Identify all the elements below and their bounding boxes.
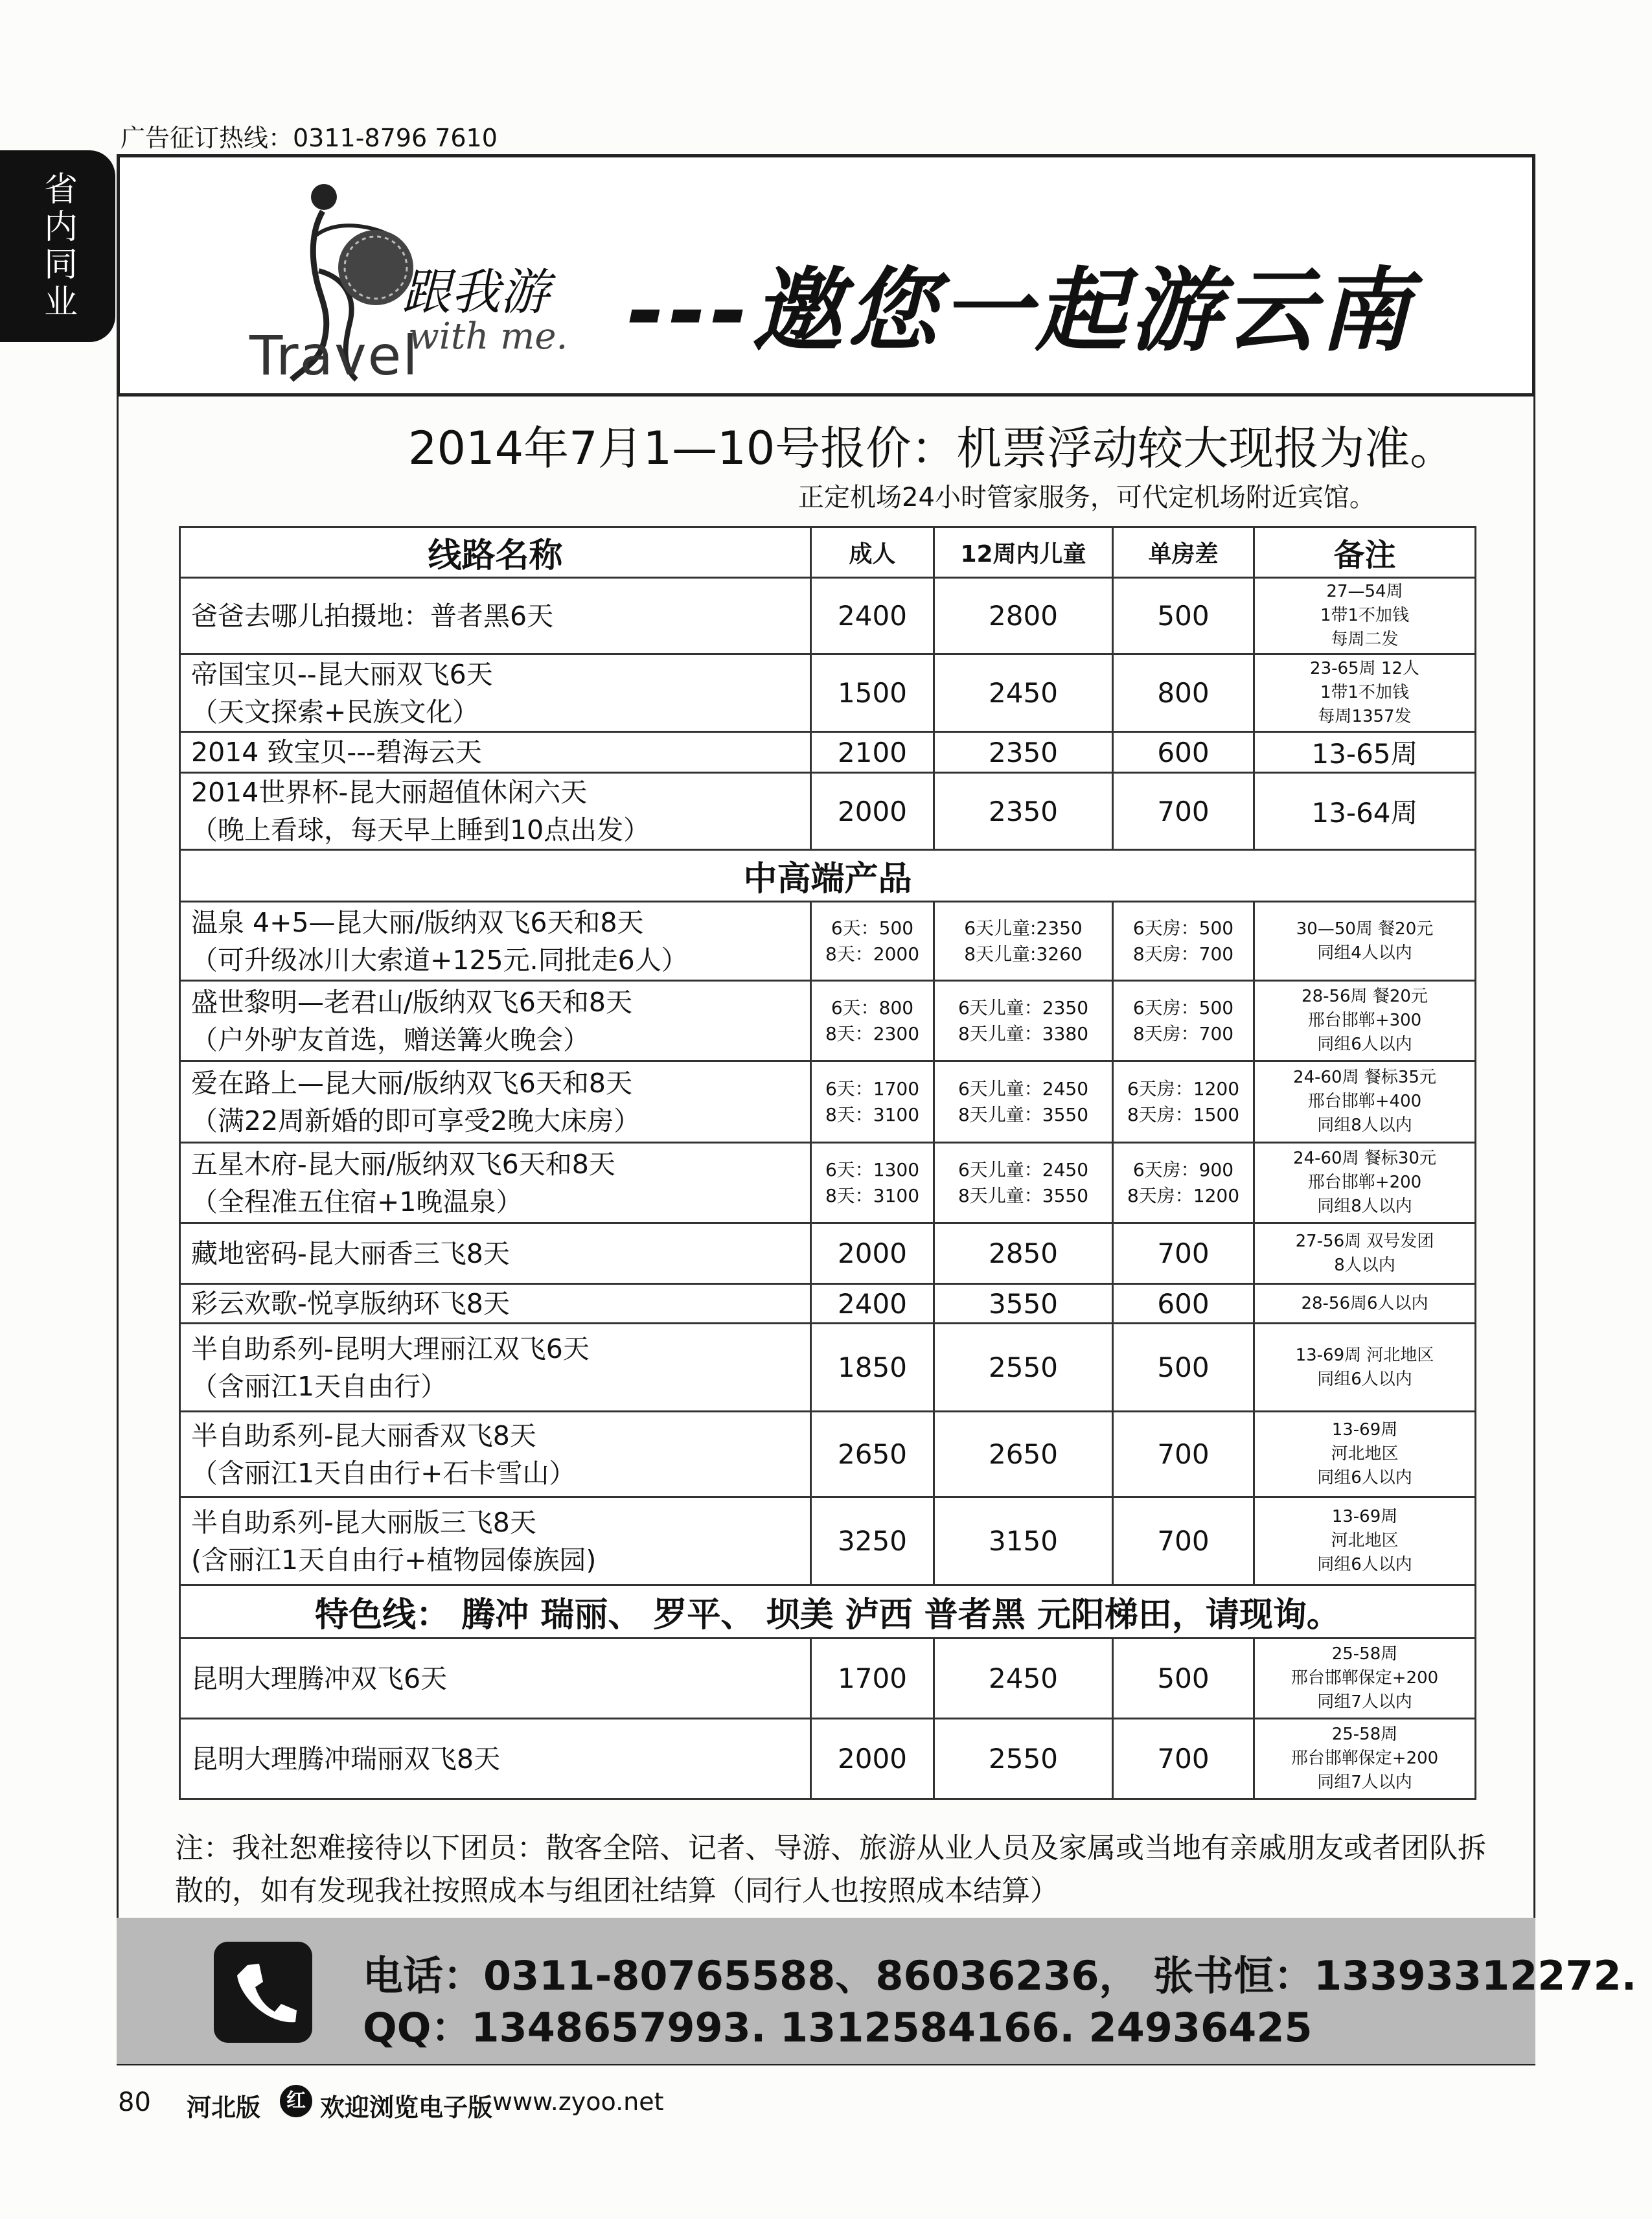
table-row bbox=[180, 1284, 1476, 1324]
cell-line: 爱在路上—昆大丽/版纳双飞6天和8天 bbox=[191, 1067, 632, 1099]
cell-line: 6天：500 bbox=[831, 917, 914, 939]
cell-line: 8天：3100 bbox=[825, 1184, 920, 1206]
adult-price-cell: 2400 bbox=[811, 1284, 934, 1324]
cell-line: 8天儿童:3260 bbox=[964, 943, 1083, 965]
contact-qq: QQ：1348657993. 1312584166. 24936425 bbox=[363, 2004, 1313, 2051]
section-mid-title: 中高端产品 bbox=[180, 850, 1476, 902]
cell-line: （天文探索+民族文化） bbox=[191, 696, 479, 728]
service-line: 正定机场24小时管家服务，可代定机场附近宾馆。 bbox=[798, 483, 1375, 512]
table-row bbox=[180, 654, 1476, 732]
single-room-cell: 700 bbox=[1113, 773, 1254, 850]
remark-cell bbox=[1254, 1719, 1476, 1799]
adult-price-cell bbox=[811, 1143, 934, 1223]
single-room-cell: 600 bbox=[1113, 732, 1254, 773]
cell-line: 藏地密码-昆大丽香三飞8天 bbox=[191, 1237, 510, 1269]
header-child: 12周内儿童 bbox=[934, 527, 1113, 578]
child-price-cell: 2450 bbox=[934, 1638, 1113, 1719]
header-single: 单房差 bbox=[1113, 527, 1254, 578]
cell-line: 1带1不加钱 bbox=[1320, 683, 1410, 702]
adult-price-cell bbox=[811, 981, 934, 1061]
cell-line: 8天儿童：3550 bbox=[958, 1103, 1089, 1125]
route-name-cell bbox=[180, 654, 811, 732]
contact-phone: 电话：0311-80765588、86036236， 张书恒：13393312272. bbox=[363, 1952, 1637, 1999]
special-lines-title: 特色线： 腾冲 瑞丽、 罗平、 坝美 泸西 普者黑 元阳梯田，请现询。 bbox=[180, 1585, 1476, 1638]
child-price-cell bbox=[934, 1143, 1113, 1223]
child-price-cell: 2350 bbox=[934, 732, 1113, 773]
cell-line: 6天：1700 bbox=[825, 1077, 920, 1099]
phone-icon bbox=[214, 1942, 312, 2043]
cell-line: 五星木府-昆大丽/版纳双飞6天和8天 bbox=[191, 1148, 615, 1180]
table-row bbox=[180, 578, 1476, 654]
route-name-cell bbox=[180, 1061, 811, 1143]
cell-line: 同组6人以内 bbox=[1317, 1468, 1412, 1488]
single-room-cell bbox=[1113, 1061, 1254, 1143]
cell-line: 24-60周 餐标30元 bbox=[1293, 1149, 1436, 1168]
cell-line: 爸爸去哪儿拍摄地：普者黑6天 bbox=[191, 600, 554, 632]
cell-line: （户外驴友首选，赠送篝火晚会） bbox=[191, 1024, 590, 1055]
cell-line: 6天房：500 bbox=[1132, 917, 1234, 939]
cell-line: （可升级冰川大索道+125元.同批走6人） bbox=[191, 944, 688, 976]
route-name-cell bbox=[180, 1638, 811, 1719]
cell-line: 13-69周 河北地区 bbox=[1295, 1345, 1434, 1365]
cell-line: 13-64周 bbox=[1311, 797, 1418, 829]
route-name-cell bbox=[180, 1324, 811, 1412]
cell-line: 8天儿童：3380 bbox=[958, 1022, 1089, 1044]
table-row bbox=[180, 1223, 1476, 1284]
remark-cell bbox=[1254, 1143, 1476, 1223]
child-price-cell bbox=[934, 981, 1113, 1061]
cell-line: 27-56周 双号发团 bbox=[1295, 1231, 1434, 1251]
header-adult: 成人 bbox=[811, 527, 934, 578]
remark-cell bbox=[1254, 1324, 1476, 1412]
section-row bbox=[180, 1585, 1476, 1638]
brand-badge-icon: 红 bbox=[280, 2085, 312, 2117]
cell-line: 昆明大理腾冲双飞6天 bbox=[191, 1662, 448, 1694]
cell-line: 每周二发 bbox=[1331, 630, 1399, 649]
single-room-cell: 800 bbox=[1113, 654, 1254, 732]
page-number: 80 bbox=[118, 2087, 151, 2117]
adult-price-cell: 1850 bbox=[811, 1324, 934, 1412]
cell-line: 27—54周 bbox=[1326, 582, 1403, 601]
notice-text: 注：我社恕难接待以下团员：散客全陪、记者、导游、旅游从业人员及家属或当地有亲戚朋友或者团队拆散的，如有发现我社按照成本与组团社结算（同行人也按照成本结算） bbox=[175, 1832, 1486, 1907]
remark-cell bbox=[1254, 654, 1476, 732]
cell-line: 同组7人以内 bbox=[1317, 1692, 1412, 1712]
remark-cell bbox=[1254, 1497, 1476, 1585]
adult-price-cell: 2000 bbox=[811, 1223, 934, 1284]
table-row bbox=[180, 1143, 1476, 1223]
cell-line: 2014世界杯-昆大丽超值休闲六天 bbox=[191, 777, 588, 808]
adult-price-cell: 2100 bbox=[811, 732, 934, 773]
cell-line: 30—50周 餐20元 bbox=[1296, 919, 1434, 939]
section-tab bbox=[0, 150, 115, 342]
route-name-cell bbox=[180, 773, 811, 850]
cell-line: 6天儿童：2450 bbox=[958, 1077, 1089, 1099]
logo-with-me-text: with me. bbox=[408, 316, 568, 358]
cell-line: 13-65周 bbox=[1311, 738, 1418, 770]
logo-chinese-text: 跟我游 bbox=[402, 263, 549, 321]
logo-travel-text: Travel bbox=[249, 324, 419, 387]
cell-line: 6天儿童：2350 bbox=[958, 996, 1089, 1018]
table-row bbox=[180, 1412, 1476, 1497]
quote-headline: 2014年7月1—10号报价：机票浮动较大现报为准。 bbox=[408, 422, 1456, 475]
cell-line: 6天房：900 bbox=[1132, 1158, 1234, 1180]
remark-cell bbox=[1254, 1223, 1476, 1284]
child-price-cell: 2800 bbox=[934, 578, 1113, 654]
table-row bbox=[180, 1638, 1476, 1719]
ad-hotline: 广告征订热线：0311-8796 7610 bbox=[120, 124, 498, 152]
table-row bbox=[180, 1324, 1476, 1412]
cell-line: 邢台邯郸+200 bbox=[1307, 1173, 1422, 1192]
route-name-cell bbox=[180, 1719, 811, 1799]
child-price-cell: 3550 bbox=[934, 1284, 1113, 1324]
cell-line: 8天房：1500 bbox=[1127, 1103, 1240, 1125]
child-price-cell bbox=[934, 1061, 1113, 1143]
header-route-name: 线路名称 bbox=[180, 527, 811, 578]
slogan: ---邀您一起游云南 bbox=[627, 259, 1414, 364]
route-name-cell bbox=[180, 1143, 811, 1223]
child-price-cell: 2350 bbox=[934, 773, 1113, 850]
cell-line: 盛世黎明—老君山/版纳双飞6天和8天 bbox=[191, 986, 632, 1018]
cell-line: （含丽江1天自由行+石卡雪山） bbox=[191, 1457, 576, 1489]
single-room-cell bbox=[1113, 902, 1254, 981]
remark-cell bbox=[1254, 1638, 1476, 1719]
edition-label: 河北版 bbox=[187, 2093, 261, 2122]
cell-line: 28-56周6人以内 bbox=[1301, 1293, 1428, 1313]
single-room-cell: 700 bbox=[1113, 1719, 1254, 1799]
cell-line: 帝国宝贝--昆大丽双飞6天 bbox=[191, 658, 493, 690]
cell-line: 8天：2300 bbox=[825, 1022, 920, 1044]
route-name-cell bbox=[180, 981, 811, 1061]
route-name-cell bbox=[180, 902, 811, 981]
child-price-cell: 2550 bbox=[934, 1324, 1113, 1412]
adult-price-cell: 2400 bbox=[811, 578, 934, 654]
cell-line: （晚上看球，每天早上睡到10点出发） bbox=[191, 814, 650, 845]
table-row bbox=[180, 1497, 1476, 1585]
cell-line: 6天房：500 bbox=[1132, 996, 1234, 1018]
adult-price-cell: 1700 bbox=[811, 1638, 934, 1719]
cell-line: 昆明大理腾冲瑞丽双飞8天 bbox=[191, 1743, 501, 1775]
route-name-cell bbox=[180, 1284, 811, 1324]
cell-line: 6天房：1200 bbox=[1127, 1077, 1240, 1099]
cell-line: 每周1357发 bbox=[1318, 707, 1412, 726]
route-name-cell bbox=[180, 732, 811, 773]
cell-line: (含丽江1天自由行+植物园傣族园) bbox=[191, 1544, 597, 1576]
route-name-cell bbox=[180, 1497, 811, 1585]
child-price-cell: 2550 bbox=[934, 1719, 1113, 1799]
cell-line: 28-56周 餐20元 bbox=[1302, 987, 1428, 1006]
cell-line: 8天房：1200 bbox=[1127, 1184, 1240, 1206]
cell-line: 半自助系列-昆大丽香双飞8天 bbox=[191, 1420, 536, 1451]
table-row bbox=[180, 732, 1476, 773]
cell-line: 同组6人以内 bbox=[1317, 1369, 1412, 1389]
cell-line: 6天儿童:2350 bbox=[964, 917, 1083, 939]
route-name-cell bbox=[180, 1412, 811, 1497]
cell-line: 同组4人以内 bbox=[1317, 943, 1412, 963]
remark-cell bbox=[1254, 1412, 1476, 1497]
route-name-cell bbox=[180, 578, 811, 654]
single-room-cell: 500 bbox=[1113, 1638, 1254, 1719]
cell-line: 河北地区 bbox=[1331, 1531, 1399, 1550]
adult-price-cell bbox=[811, 902, 934, 981]
adult-price-cell: 2000 bbox=[811, 773, 934, 850]
header-remark: 备注 bbox=[1254, 527, 1476, 578]
remark-cell bbox=[1254, 902, 1476, 981]
cell-line: 23-65周 12人 bbox=[1310, 659, 1419, 678]
single-room-cell: 700 bbox=[1113, 1497, 1254, 1585]
table-row bbox=[180, 981, 1476, 1061]
table-row bbox=[180, 1061, 1476, 1143]
cell-line: 1带1不加钱 bbox=[1320, 606, 1410, 625]
child-price-cell bbox=[934, 902, 1113, 981]
single-room-cell bbox=[1113, 1143, 1254, 1223]
cell-line: 邢台邯郸保定+200 bbox=[1291, 1749, 1439, 1768]
adult-price-cell: 2000 bbox=[811, 1719, 934, 1799]
section-tab-label: 省内同业 bbox=[38, 171, 77, 321]
cell-line: 6天：800 bbox=[831, 996, 914, 1018]
cell-line: 6天儿童：2450 bbox=[958, 1158, 1089, 1180]
cell-line: 邢台邯郸保定+200 bbox=[1291, 1668, 1439, 1688]
cell-line: 同组6人以内 bbox=[1317, 1555, 1412, 1574]
cell-line: 同组8人以内 bbox=[1317, 1116, 1412, 1135]
cell-line: 河北地区 bbox=[1331, 1444, 1399, 1464]
cell-line: 6天：1300 bbox=[825, 1158, 920, 1180]
cell-line: 彩云欢歌-悦享版纳环飞8天 bbox=[191, 1288, 510, 1319]
cell-line: 13-69周 bbox=[1331, 1420, 1398, 1440]
cell-line: 8天儿童：3550 bbox=[958, 1184, 1089, 1206]
cell-line: 同组8人以内 bbox=[1317, 1197, 1412, 1216]
remark-cell bbox=[1254, 1061, 1476, 1143]
adult-price-cell: 1500 bbox=[811, 654, 934, 732]
cell-line: 半自助系列-昆明大理丽江双飞6天 bbox=[191, 1333, 590, 1364]
adult-price-cell: 2650 bbox=[811, 1412, 934, 1497]
single-room-cell: 600 bbox=[1113, 1284, 1254, 1324]
child-price-cell: 2650 bbox=[934, 1412, 1113, 1497]
cell-line: 同组7人以内 bbox=[1317, 1773, 1412, 1792]
cell-line: 25-58周 bbox=[1331, 1725, 1398, 1744]
adult-price-cell: 3250 bbox=[811, 1497, 934, 1585]
remark-cell bbox=[1254, 981, 1476, 1061]
single-room-cell: 700 bbox=[1113, 1412, 1254, 1497]
cell-line: 8天：2000 bbox=[825, 943, 920, 965]
cell-line: 25-58周 bbox=[1331, 1644, 1398, 1664]
child-price-cell: 2450 bbox=[934, 654, 1113, 732]
cell-line: 同组6人以内 bbox=[1317, 1035, 1412, 1054]
single-room-cell: 700 bbox=[1113, 1223, 1254, 1284]
table-row bbox=[180, 902, 1476, 981]
cell-line: （全程准五住宿+1晚温泉） bbox=[191, 1186, 523, 1217]
cell-line: 24-60周 餐标35元 bbox=[1293, 1068, 1436, 1087]
cell-line: 8天房：700 bbox=[1132, 1022, 1234, 1044]
remark-cell bbox=[1254, 732, 1476, 773]
remark-cell bbox=[1254, 1284, 1476, 1324]
price-table bbox=[179, 526, 1476, 1800]
single-room-cell: 500 bbox=[1113, 578, 1254, 654]
route-name-cell bbox=[180, 1223, 811, 1284]
website-link[interactable]: www.zyoo.net bbox=[492, 2087, 664, 2116]
table-row bbox=[180, 1719, 1476, 1799]
cell-line: 8天：3100 bbox=[825, 1103, 920, 1125]
remark-cell bbox=[1254, 773, 1476, 850]
cell-line: 温泉 4+5—昆大丽/版纳双飞6天和8天 bbox=[191, 906, 644, 938]
single-room-cell: 500 bbox=[1113, 1324, 1254, 1412]
table-row bbox=[180, 773, 1476, 850]
cell-line: 半自助系列-昆大丽版三飞8天 bbox=[191, 1506, 536, 1538]
child-price-cell: 3150 bbox=[934, 1497, 1113, 1585]
cell-line: 8人以内 bbox=[1334, 1255, 1395, 1275]
cell-line: 13-69周 bbox=[1331, 1507, 1398, 1526]
cell-line: 8天房：700 bbox=[1132, 943, 1234, 965]
welcome-text: 欢迎浏览电子版 bbox=[320, 2093, 493, 2122]
cell-line: （满22周新婚的即可享受2晚大床房） bbox=[191, 1105, 641, 1136]
cell-line: 邢台邯郸+400 bbox=[1307, 1092, 1422, 1111]
table-header-row bbox=[180, 527, 1476, 578]
child-price-cell: 2850 bbox=[934, 1223, 1113, 1284]
section-row bbox=[180, 850, 1476, 902]
cell-line: 2014 致宝贝---碧海云天 bbox=[191, 737, 482, 768]
remark-cell bbox=[1254, 578, 1476, 654]
cell-line: （含丽江1天自由行） bbox=[191, 1370, 448, 1402]
cell-line: 邢台邯郸+300 bbox=[1307, 1011, 1422, 1030]
single-room-cell bbox=[1113, 981, 1254, 1061]
adult-price-cell bbox=[811, 1061, 934, 1143]
